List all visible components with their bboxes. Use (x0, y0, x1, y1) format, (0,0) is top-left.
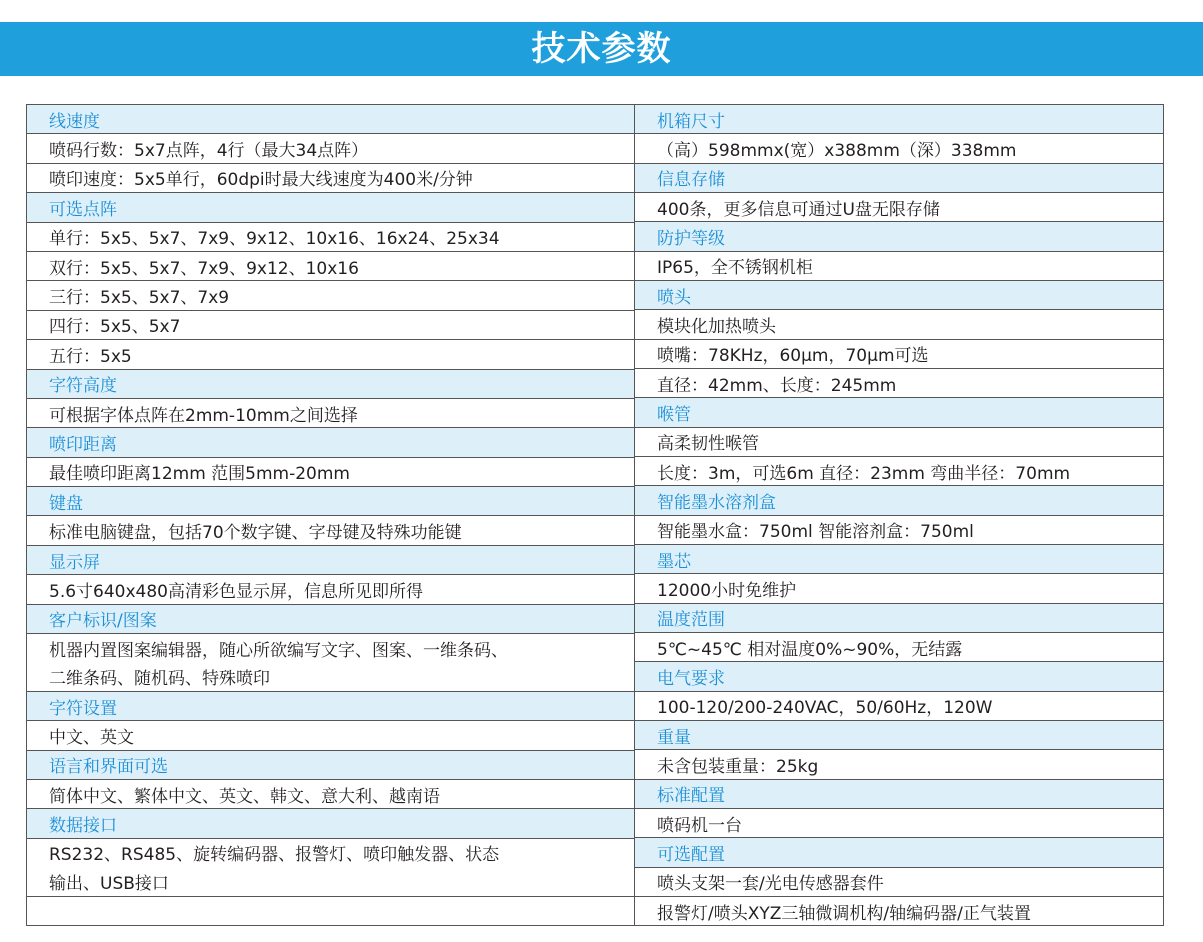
page-title: 技术参数 (531, 29, 672, 69)
spec-heading: 可选点阵 (27, 193, 634, 222)
spec-value: 三行：5x5、5x7、7x9 (27, 281, 634, 310)
spec-heading: 字符设置 (27, 692, 634, 721)
spec-value: 二维条码、随机码、特殊喷印 (27, 662, 634, 691)
spec-value: 模块化加热喷头 (635, 310, 1163, 339)
spec-column-left (27, 105, 635, 925)
spec-value: 高柔韧性喉管 (635, 428, 1163, 457)
spec-value: 简体中文、繁体中文、英文、韩文、意大利、越南语 (27, 780, 634, 809)
spec-heading: 电气要求 (635, 662, 1163, 691)
spec-value: 喷头支架一套/光电传感器套件 (635, 868, 1163, 897)
spec-column-right (635, 105, 1163, 925)
spec-value: 标准电脑键盘，包括70个数字键、字母键及特殊功能键 (27, 516, 634, 545)
spec-heading: 防护等级 (635, 222, 1163, 251)
spec-heading: 字符高度 (27, 370, 634, 399)
spec-value: IP65，全不锈钢机柜 (635, 252, 1163, 281)
spec-heading: 键盘 (27, 487, 634, 516)
spec-value (27, 897, 634, 925)
spec-value: （高）598mmx(宽）x388mm（深）338mm (635, 134, 1163, 163)
spec-value: 中文、英文 (27, 721, 634, 750)
spec-heading: 语言和界面可选 (27, 751, 634, 780)
spec-heading: 线速度 (27, 105, 634, 134)
spec-heading: 智能墨水溶剂盒 (635, 486, 1163, 515)
title-banner (0, 22, 1203, 76)
spec-value: 直径：42mm、长度：245mm (635, 369, 1163, 398)
spec-heading: 温度范围 (635, 604, 1163, 633)
spec-heading: 喷印距离 (27, 428, 634, 457)
spec-heading: 喷头 (635, 281, 1163, 310)
spec-heading: 机箱尺寸 (635, 105, 1163, 134)
spec-value: 12000小时免维护 (635, 574, 1163, 603)
spec-heading: 信息存储 (635, 164, 1163, 193)
spec-value: 输出、USB接口 (27, 867, 634, 896)
spec-value: 400条，更多信息可通过U盘无限存储 (635, 193, 1163, 222)
spec-heading: 数据接口 (27, 809, 634, 838)
spec-value: 喷码行数：5x7点阵，4行（最大34点阵） (27, 134, 634, 163)
spec-value: 智能墨水盒：750ml 智能溶剂盒：750ml (635, 516, 1163, 545)
spec-value: 100-120/200-240VAC，50/60Hz，120W (635, 692, 1163, 721)
spec-value: 四行：5x5、5x7 (27, 311, 634, 340)
spec-table (26, 104, 1164, 926)
spec-heading: 客户标识/图案 (27, 605, 634, 634)
spec-value: 可根据字体点阵在2mm-10mm之间选择 (27, 399, 634, 428)
spec-value: 喷印速度：5x5单行，60dpi时最大线速度为400米/分钟 (27, 164, 634, 193)
spec-heading: 显示屏 (27, 546, 634, 575)
spec-value: 喷嘴：78KHz，60μm，70μm可选 (635, 340, 1163, 369)
spec-value: 双行：5x5、5x7、7x9、9x12、10x16 (27, 252, 634, 281)
spec-value: 长度：3m，可选6m 直径：23mm 弯曲半径：70mm (635, 457, 1163, 486)
spec-heading: 重量 (635, 721, 1163, 750)
spec-value: 喷码机一台 (635, 809, 1163, 838)
spec-value: 5℃~45℃ 相对温度0%~90%，无结露 (635, 633, 1163, 662)
spec-value: 未含包装重量：25kg (635, 750, 1163, 779)
spec-value: 单行：5x5、5x7、7x9、9x12、10x16、16x24、25x34 (27, 223, 634, 252)
spec-value: 五行：5x5 (27, 340, 634, 369)
spec-heading: 可选配置 (635, 838, 1163, 867)
spec-heading: 喉管 (635, 398, 1163, 427)
spec-value: 机器内置图案编辑器，随心所欲编写文字、图案、一维条码、 (49, 640, 508, 661)
spec-value: 最佳喷印距离12mm 范围5mm-20mm (27, 458, 634, 487)
spec-value: RS232、RS485、旋转编码器、报警灯、喷印触发器、状态 (49, 845, 500, 866)
spec-value: 5.6寸640x480高清彩色显示屏，信息所见即所得 (27, 575, 634, 604)
spec-heading: 标准配置 (635, 780, 1163, 809)
spec-value: 报警灯/喷头XYZ三轴微调机构/轴编码器/正气装置 (657, 903, 1031, 924)
spec-heading: 墨芯 (635, 545, 1163, 574)
